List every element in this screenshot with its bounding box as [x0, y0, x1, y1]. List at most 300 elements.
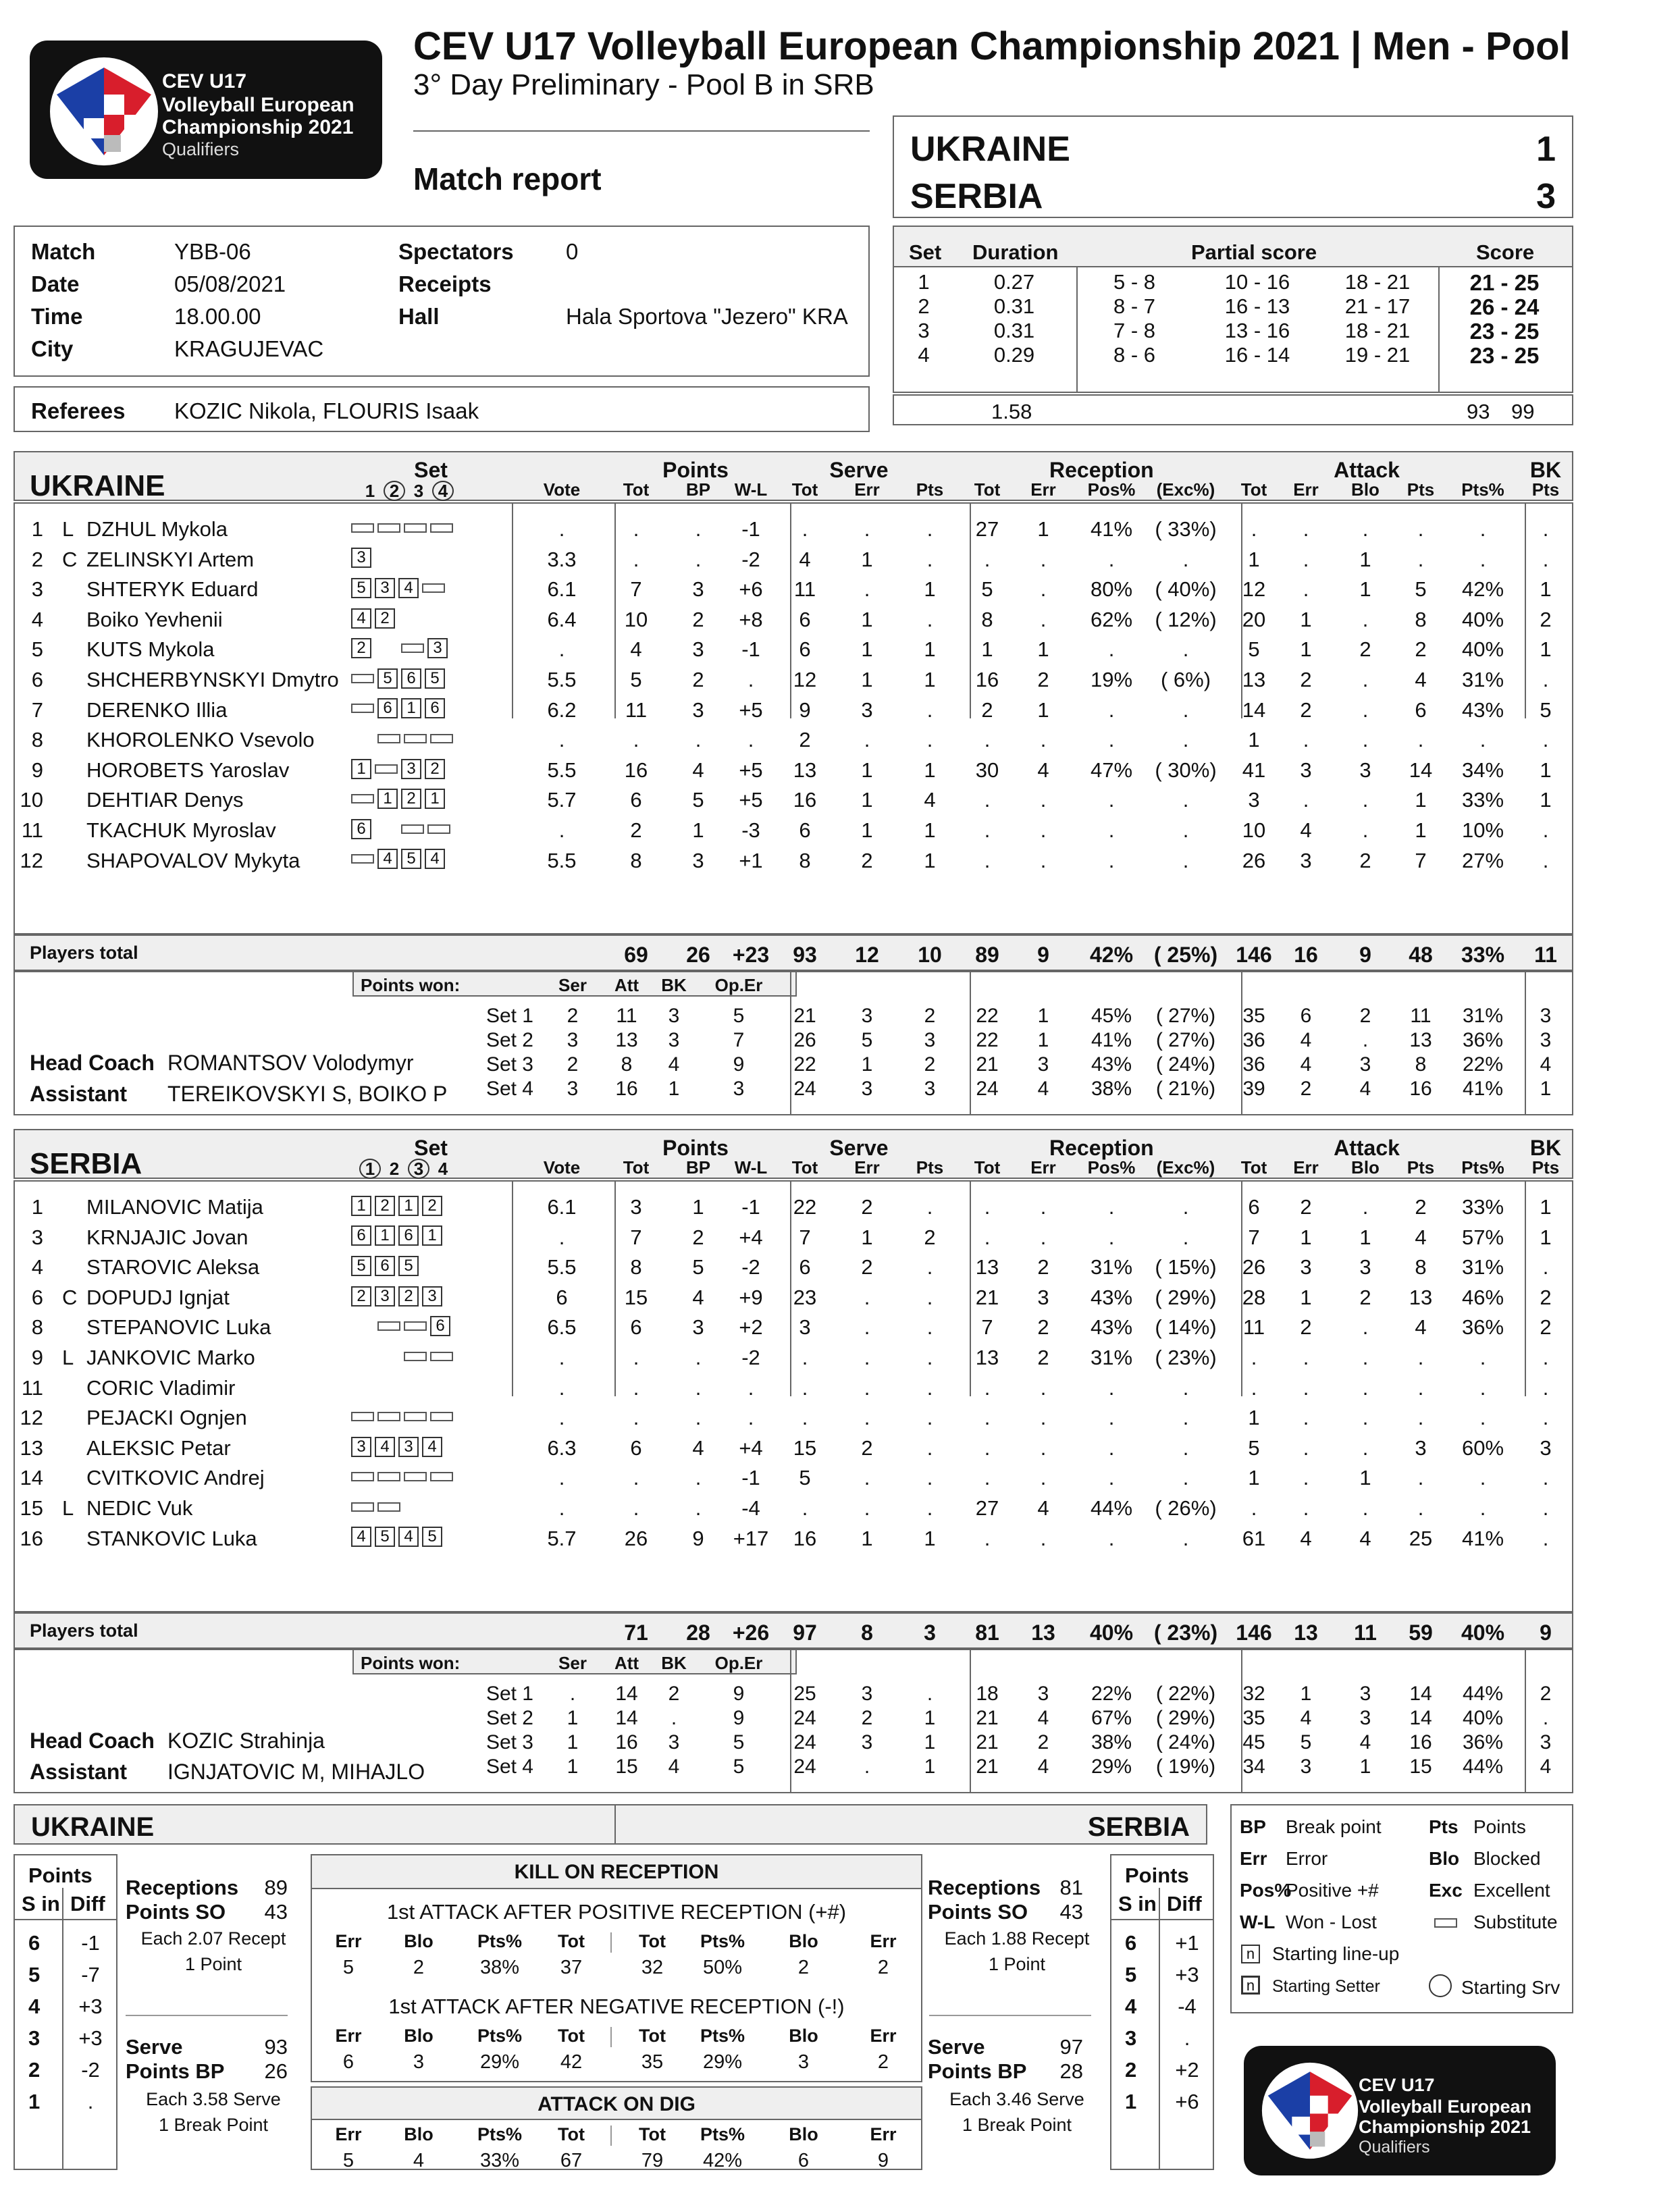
player-row[interactable]: [15, 579, 1572, 608]
player-number: 2: [31, 547, 43, 571]
flag-heart-icon: [43, 54, 165, 169]
lineup-position: 6: [377, 698, 398, 718]
kill-header: Tot: [639, 1931, 666, 1951]
kill-value: 67: [560, 2150, 583, 2171]
stat-st: 4: [799, 547, 811, 571]
player-row[interactable]: [15, 1437, 1572, 1467]
stat-bp: 1: [692, 818, 704, 842]
lineup-position: 6: [375, 1256, 395, 1276]
lineup-position: 1: [425, 789, 445, 809]
player-sets: [351, 727, 456, 747]
kill-title: KILL ON RECEPTION: [514, 1861, 719, 1883]
stat-se: 1: [861, 607, 873, 631]
player-name: KRNJAJIC Jovan: [86, 1225, 248, 1249]
player-row[interactable]: [15, 549, 1572, 579]
kill-header: Err: [335, 2124, 362, 2144]
player-number: 11: [21, 818, 43, 842]
stat-bp: 3: [692, 577, 704, 602]
attack-on-dig-box: [311, 2086, 922, 2170]
logo-line-1: CEV U17: [162, 70, 247, 93]
set-stat-ab: 1: [1359, 1756, 1371, 1778]
set-stat-bk: 4: [668, 1756, 680, 1778]
player-row[interactable]: [15, 820, 1572, 849]
stat-rt: 5: [981, 577, 993, 602]
stat-ab: .: [1362, 697, 1369, 722]
set-stat-sp: 1: [924, 1731, 936, 1753]
stat-at: 14: [1242, 697, 1266, 722]
column-header: Pts: [1407, 1157, 1435, 1178]
kill-header: Err: [335, 2026, 362, 2046]
set-stat-se: 1: [861, 1053, 873, 1076]
set-stat-bkp: 1: [1540, 1078, 1552, 1100]
player-sets: [351, 1254, 422, 1276]
stat-vote: .: [558, 1375, 565, 1400]
rotation-s: 1: [28, 2090, 41, 2113]
player-row[interactable]: [15, 1498, 1572, 1527]
lineup-position: 2: [351, 638, 371, 658]
kill-value: 2: [797, 1957, 810, 1978]
column-header: Tot: [623, 1157, 650, 1178]
head-coach-label: Head Coach: [30, 1051, 155, 1075]
set-stat-se: 3: [861, 1005, 873, 1027]
substitute-marker: [404, 734, 427, 743]
set-label: Set 2: [485, 1029, 533, 1051]
stat-wl: +8: [739, 607, 763, 631]
stat-app: .: [1479, 728, 1486, 752]
match-info-box: [14, 226, 870, 377]
set-stat-bkp: 3: [1540, 1029, 1552, 1051]
set-stat-op: 9: [733, 1707, 745, 1729]
set-score: 23 - 25: [1469, 343, 1540, 368]
stat-vote: 5.7: [547, 1526, 577, 1550]
match-value: YBB-06: [174, 239, 251, 264]
kill-value: 33%: [479, 2150, 520, 2171]
total-re: 13: [1031, 1620, 1055, 1645]
column-header: Attack: [1334, 458, 1400, 482]
player-number: 4: [31, 607, 43, 631]
stat-at: .: [1251, 1346, 1257, 1369]
player-number: 3: [31, 1225, 43, 1249]
kill-header: Tot: [639, 2124, 666, 2144]
stat-wl: -2: [741, 547, 760, 571]
legend-value: Excellent: [1473, 1880, 1550, 1901]
kill-value: 3: [413, 2051, 425, 2073]
substitute-marker: [404, 523, 427, 533]
stat-vote: 6.1: [547, 577, 577, 602]
column-header: Set: [414, 458, 448, 482]
stat-pt: 10: [624, 607, 648, 631]
lineup-position: 4: [398, 578, 419, 598]
stat-bk: .: [1542, 547, 1549, 571]
kill-header: Blo: [789, 2026, 818, 2046]
stat-app: .: [1479, 1346, 1486, 1369]
player-sets: [351, 1464, 456, 1485]
set-stat-rx: ( 24%): [1155, 1731, 1216, 1753]
reception-summary-a: [123, 1854, 304, 2170]
stat-rx: .: [1182, 697, 1189, 722]
rot-b-diff: Diff: [1167, 1892, 1202, 1916]
stat-bk: 1: [1540, 577, 1552, 602]
set-stat-rx: ( 19%): [1155, 1756, 1216, 1778]
player-row[interactable]: [15, 1528, 1572, 1558]
stat-ap: 2: [1415, 637, 1427, 662]
player-row[interactable]: [15, 1407, 1572, 1437]
stat-at: 11: [1242, 1315, 1265, 1340]
lineup-position: 1: [351, 1196, 371, 1216]
player-row[interactable]: [15, 1377, 1572, 1407]
stat-vote: 5.5: [547, 1255, 577, 1279]
stat-st: 9: [799, 697, 811, 722]
set-stat-ab: 4: [1359, 1731, 1371, 1753]
so-a-value: 43: [264, 1900, 288, 1924]
kill-value: 9: [877, 2150, 889, 2171]
column-header: BK: [1529, 1136, 1562, 1160]
stat-wl: +5: [739, 758, 763, 782]
player-row[interactable]: [15, 609, 1572, 639]
stat-ae: 4: [1300, 818, 1312, 842]
date-value: 05/08/2021: [174, 271, 286, 296]
stat-pt: 8: [630, 1255, 642, 1279]
player-row[interactable]: [15, 669, 1572, 699]
player-sets: [351, 1224, 446, 1246]
stat-st: 12: [793, 668, 817, 691]
set-stat-at: 45: [1242, 1731, 1265, 1753]
set-stat-rt: 18: [976, 1683, 999, 1705]
stat-app: 34%: [1461, 758, 1504, 782]
stat-ap: .: [1417, 728, 1424, 752]
player-name: NEDIC Vuk: [86, 1496, 193, 1520]
stat-pt: 4: [630, 637, 642, 662]
stat-pt: .: [633, 1406, 639, 1430]
total-rx: ( 25%): [1153, 943, 1218, 967]
stat-se: .: [864, 1496, 870, 1520]
stat-bp: 5: [692, 788, 704, 812]
stat-rx: .: [1182, 1435, 1189, 1460]
set-stat-st: 24: [793, 1731, 816, 1753]
set-stat-rx: ( 24%): [1155, 1053, 1216, 1076]
set-stat-app: 22%: [1462, 1053, 1504, 1076]
partial-score-1: 7 - 8: [1113, 319, 1156, 342]
rotation-table-a: [14, 1854, 117, 2170]
column-header: BP: [685, 479, 711, 500]
set-stat-att: 13: [615, 1029, 638, 1051]
rotation-diff: .: [87, 2090, 94, 2113]
player-row[interactable]: [15, 850, 1572, 880]
set-stat-at: 35: [1242, 1005, 1265, 1027]
stat-app: .: [1479, 517, 1486, 541]
player-number: 13: [20, 1435, 43, 1460]
total-re: 9: [1037, 943, 1049, 967]
stat-vote: 6: [556, 1285, 568, 1309]
set-stat-re: 4: [1037, 1707, 1049, 1729]
stat-rx: .: [1182, 1375, 1189, 1400]
lineup-position: 5: [425, 668, 445, 689]
column-header: Pts: [1531, 479, 1560, 500]
player-number: 11: [21, 1375, 43, 1400]
set-score: 26 - 24: [1469, 294, 1540, 319]
stat-st: 13: [793, 758, 817, 782]
total-se: 12: [855, 943, 879, 967]
stat-re: 2: [1037, 1315, 1049, 1340]
set-stat-ap: 16: [1409, 1731, 1432, 1753]
column-header: Tot: [1240, 479, 1267, 500]
player-row[interactable]: [15, 1347, 1572, 1377]
rec-b-label: Receptions: [928, 1876, 1041, 1899]
set-stat-op: 9: [733, 1053, 745, 1076]
stat-rx: .: [1182, 788, 1189, 812]
column-header: Tot: [623, 479, 650, 500]
stat-vote: .: [558, 818, 565, 842]
player-number: 14: [20, 1466, 43, 1490]
rotation-diff: -1: [81, 1931, 100, 1955]
stat-re: 2: [1037, 1346, 1049, 1369]
player-row[interactable]: [15, 1287, 1572, 1317]
stat-rp: 44%: [1090, 1496, 1133, 1520]
set-stat-rt: 21: [976, 1756, 999, 1778]
stat-vote: 6.4: [547, 607, 577, 631]
referees-label: Referees: [31, 398, 126, 423]
set-stat-rt: 21: [976, 1731, 999, 1753]
stat-ab: .: [1362, 517, 1369, 541]
stat-at: 7: [1248, 1225, 1260, 1249]
player-row[interactable]: [15, 1257, 1572, 1286]
player-row[interactable]: [15, 1467, 1572, 1497]
stat-rx: .: [1182, 1225, 1189, 1249]
total-wl: +23: [732, 943, 770, 967]
stat-se: 2: [861, 1255, 873, 1279]
kill-value: 5: [342, 2150, 355, 2171]
stat-ab: .: [1362, 818, 1369, 842]
stat-ap: 13: [1409, 1285, 1433, 1309]
set-stat-bk: .: [671, 1707, 677, 1729]
stat-bp: 2: [692, 1225, 704, 1249]
stat-vote: .: [558, 1496, 565, 1520]
player-row[interactable]: [15, 789, 1572, 819]
rotation-s: 1: [1125, 2090, 1137, 2113]
column-header: Err: [1030, 1157, 1056, 1178]
column-header: Err: [1030, 479, 1056, 500]
stat-rt: .: [984, 1406, 991, 1430]
player-stats-table: [14, 1180, 1573, 1612]
player-sets: [351, 1404, 456, 1425]
player-name: STAROVIC Aleksa: [86, 1255, 260, 1279]
substitute-marker: [351, 1412, 374, 1421]
rotation-diff: +3: [78, 1995, 103, 2018]
player-name: DEHTIAR Denys: [86, 788, 244, 812]
stat-rp: 19%: [1090, 668, 1133, 691]
stat-bp: 9: [692, 1526, 704, 1550]
total-rp: 40%: [1089, 1620, 1134, 1645]
hall-label: Hall: [398, 304, 440, 329]
stat-bk: .: [1542, 728, 1549, 752]
legend-lineup: Starting line-up: [1272, 1943, 1400, 1964]
stat-rt: .: [984, 728, 991, 752]
kill-value: 6: [342, 2051, 355, 2073]
player-row[interactable]: [15, 760, 1572, 789]
stat-st: 2: [799, 728, 811, 752]
substitute-marker: [377, 734, 400, 743]
player-row[interactable]: [15, 639, 1572, 668]
stat-rx: .: [1182, 848, 1189, 872]
stat-rt: .: [984, 1195, 991, 1219]
set-stat-app: 44%: [1462, 1756, 1504, 1778]
set-stat-re: 2: [1037, 1731, 1049, 1753]
player-sets: [351, 697, 448, 719]
player-number: 16: [20, 1526, 43, 1550]
set-stat-rt: 24: [976, 1078, 999, 1100]
stat-bp: 3: [692, 848, 704, 872]
kill-value: 5: [342, 1957, 355, 1978]
player-row[interactable]: [15, 1317, 1572, 1346]
set-stat-ap: 8: [1415, 1053, 1427, 1076]
result-score-a: 1: [1536, 130, 1556, 169]
player-row[interactable]: [15, 699, 1572, 729]
kill-header: Pts%: [477, 2124, 523, 2144]
stat-rx: ( 30%): [1155, 758, 1217, 782]
player-role: L: [62, 1346, 74, 1369]
stat-sp: .: [926, 607, 933, 631]
set-stat-at: 32: [1242, 1683, 1265, 1705]
set-score: 21 - 25: [1469, 270, 1540, 295]
stat-re: .: [1040, 848, 1047, 872]
lineup-position: 5: [377, 668, 398, 689]
stat-wl: +4: [739, 1225, 763, 1249]
player-name: DERENKO Illia: [86, 697, 228, 722]
stat-rx: .: [1182, 1406, 1189, 1430]
stat-wl: +6: [739, 577, 763, 602]
total-label: Players total: [30, 943, 138, 963]
stat-st: 3: [799, 1315, 811, 1340]
set-stat-ab: .: [1362, 1029, 1369, 1051]
kill-value: 6: [797, 2150, 810, 2171]
stat-ab: 3: [1359, 758, 1371, 782]
set-score: 23 - 25: [1469, 319, 1540, 344]
set-stat-st: 24: [793, 1756, 816, 1778]
kill-header: Blo: [789, 1931, 818, 1951]
stat-ab: .: [1362, 668, 1369, 691]
set-stat-ap: 14: [1409, 1683, 1432, 1705]
stat-pt: 15: [624, 1285, 648, 1309]
set-label: Set 3: [485, 1053, 533, 1076]
stat-se: .: [864, 517, 870, 541]
stat-rp: .: [1108, 1195, 1115, 1219]
player-sets: [351, 817, 454, 839]
stat-sp: .: [926, 1346, 933, 1369]
page-subtitle: 3° Day Preliminary - Pool B in SRB: [413, 68, 874, 101]
stat-bk: .: [1542, 818, 1549, 842]
stat-sp: 2: [924, 1225, 936, 1249]
player-number: 8: [31, 1315, 43, 1340]
set-stat-se: 3: [861, 1683, 873, 1705]
stat-sp: .: [926, 1375, 933, 1400]
player-name: CORIC Vladimir: [86, 1375, 236, 1400]
player-row[interactable]: [15, 1196, 1572, 1226]
stat-ae: .: [1303, 1496, 1309, 1520]
player-row[interactable]: [15, 729, 1572, 759]
stat-rt: .: [984, 1526, 991, 1550]
player-number: 8: [31, 728, 43, 752]
setter-box-icon: n: [1241, 1976, 1260, 1995]
players-total-row: [14, 1612, 1573, 1649]
stat-ae: .: [1303, 728, 1309, 752]
stat-ap: 4: [1415, 1225, 1427, 1249]
stat-wl: .: [747, 668, 754, 691]
rotation-diff: -4: [1178, 1995, 1197, 2018]
player-row[interactable]: [15, 519, 1572, 548]
stat-pt: .: [633, 547, 639, 571]
column-header: Pos%: [1087, 479, 1136, 500]
rot-a-diff: Diff: [70, 1892, 105, 1916]
set-stat-sp: 2: [924, 1005, 936, 1027]
rotation-s: 5: [28, 1963, 41, 1986]
kill-header: Tot: [558, 2026, 585, 2046]
substitute-marker: [377, 1472, 400, 1481]
column-header: Err: [1293, 479, 1319, 500]
stat-bp: .: [695, 1496, 702, 1520]
substitute-marker: [422, 583, 445, 593]
stat-ap: 4: [1415, 668, 1427, 691]
stat-app: 33%: [1461, 1195, 1504, 1219]
stat-se: 1: [861, 1526, 873, 1550]
set-stat-sp: 1: [924, 1756, 936, 1778]
stat-pt: 6: [630, 788, 642, 812]
stat-re: .: [1040, 1526, 1047, 1550]
sets-hdr-score: Score: [1476, 240, 1535, 264]
lineup-position: 6: [430, 1316, 450, 1336]
partial-score-2: 16 - 14: [1224, 343, 1290, 367]
date-label: Date: [31, 271, 80, 296]
stat-rp: .: [1108, 728, 1115, 752]
player-row[interactable]: [15, 1227, 1572, 1257]
stat-rx: ( 26%): [1155, 1496, 1217, 1520]
result-team-a: UKRAINE: [910, 130, 1070, 169]
player-number: 1: [31, 1195, 43, 1219]
column-header: Tot: [1240, 1157, 1267, 1178]
stat-ae: 2: [1300, 668, 1312, 691]
starting-serve-set-number: 3: [408, 1159, 429, 1179]
set-label: Set 1: [485, 1683, 533, 1705]
rot-a-sin: S in: [22, 1892, 60, 1916]
kill-header: Err: [870, 2026, 897, 2046]
serve-b-value: 97: [1059, 2035, 1083, 2059]
stat-bk: .: [1542, 1496, 1549, 1520]
stat-ap: 4: [1415, 1315, 1427, 1340]
pw-att: Att: [614, 1653, 639, 1673]
set-stat-se: 3: [861, 1731, 873, 1753]
stat-re: 1: [1037, 637, 1049, 662]
stat-ap: .: [1417, 547, 1424, 571]
set-stat-rp: 43%: [1091, 1053, 1132, 1076]
bp-b-value: 28: [1059, 2059, 1083, 2083]
set-stat-sp: 3: [924, 1029, 936, 1051]
each-serve-b: Each 3.46 Serve: [949, 2089, 1084, 2109]
stat-ab: .: [1362, 1195, 1369, 1219]
stat-sp: 1: [924, 848, 936, 872]
stat-rt: .: [984, 547, 991, 571]
stat-rx: .: [1182, 547, 1189, 571]
kill-value: 2: [877, 1957, 889, 1978]
set-stat-app: 40%: [1462, 1707, 1504, 1729]
player-sets: [351, 1525, 446, 1548]
lineup-position: 6: [401, 668, 421, 689]
set-stat-rx: ( 29%): [1155, 1707, 1216, 1729]
team-header: [14, 1129, 1573, 1179]
stat-wl: -2: [741, 1346, 760, 1369]
stat-bp: 4: [692, 1435, 704, 1460]
stat-bp: .: [695, 547, 702, 571]
set-stat-ae: 4: [1300, 1053, 1312, 1076]
legend-value: Blocked: [1473, 1848, 1541, 1869]
